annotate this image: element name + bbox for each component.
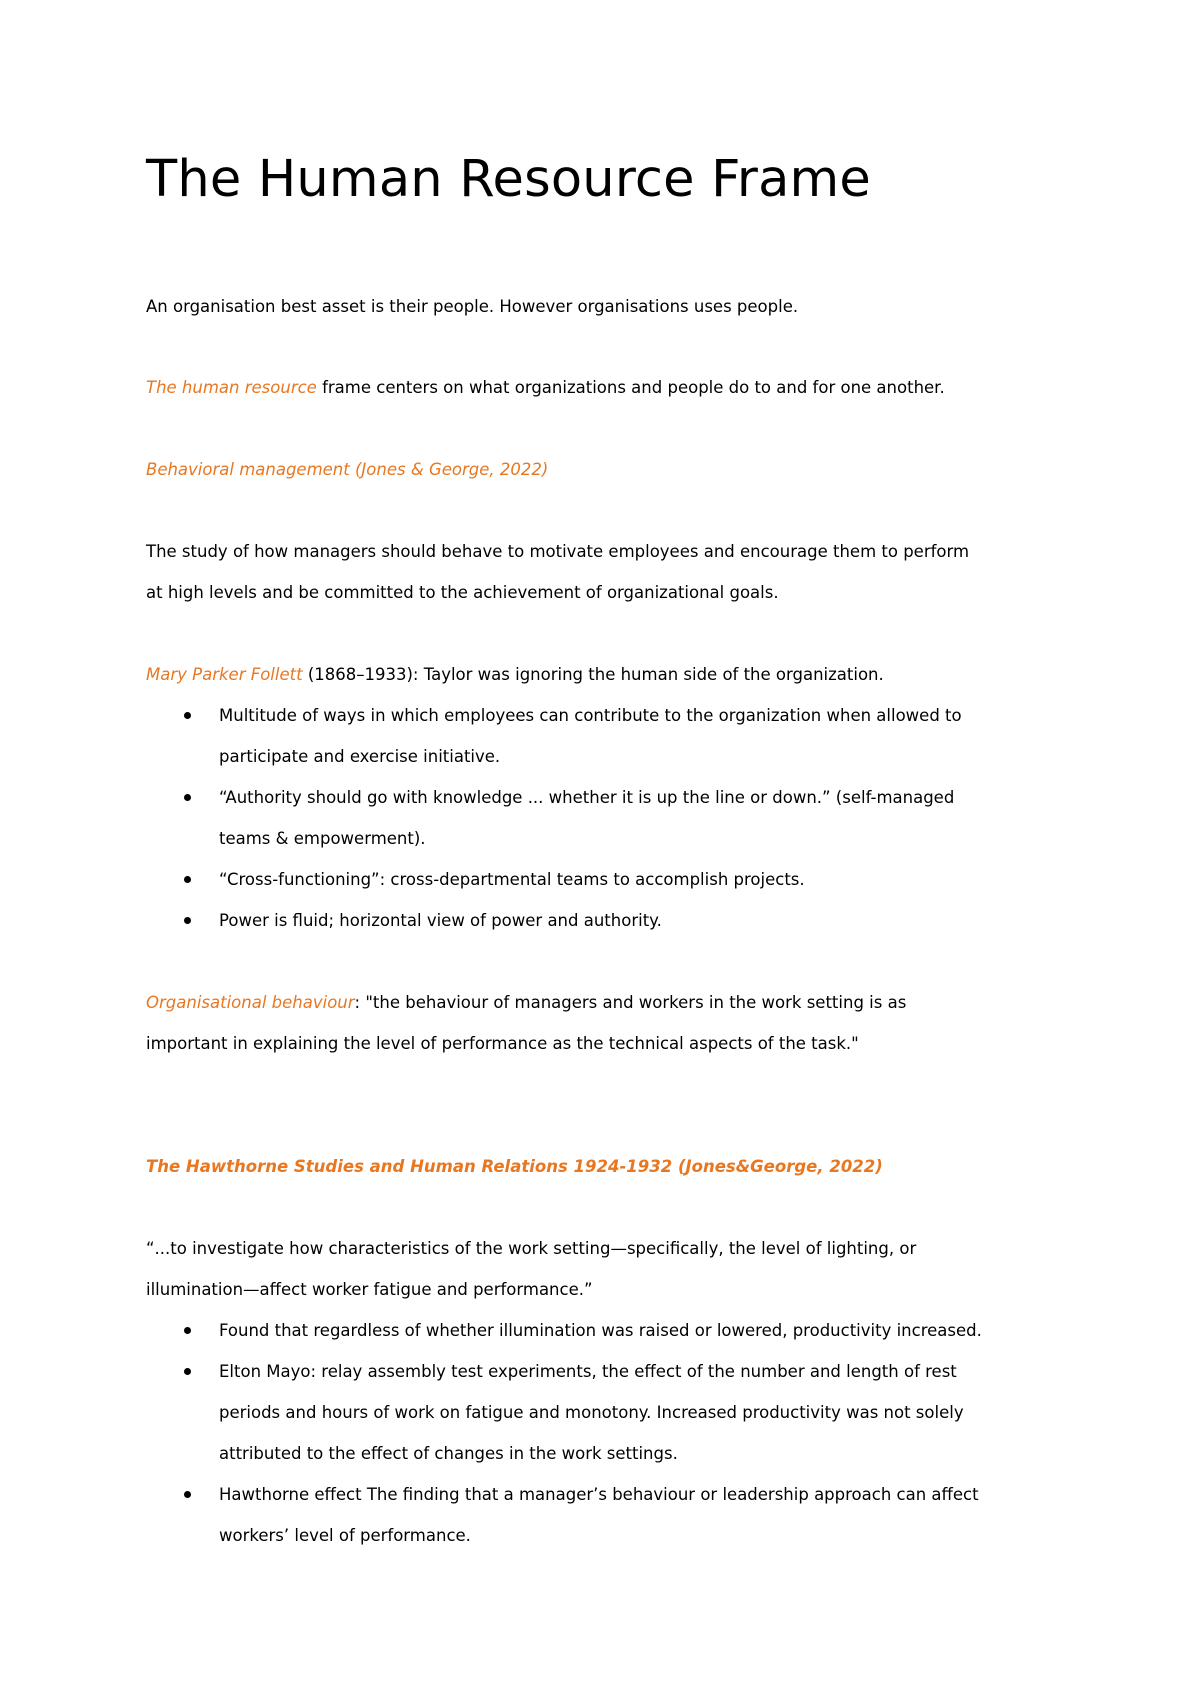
bullet-icon: [184, 876, 191, 883]
list-item-line: workers’ level of performance.: [219, 1526, 471, 1545]
bullet-icon: [184, 1327, 191, 1334]
list-item: [146, 859, 1066, 900]
hr-frame-text: frame centers on what organizations and people do to and for one another.: [316, 378, 945, 397]
list-item: [146, 695, 1066, 777]
list-item-line: Power is fluid; horizontal view of power and authority.: [219, 911, 662, 930]
list-item: [146, 1310, 1066, 1351]
behavioral-definition-line1: The study of how managers should behave to motivate employees and encourage them to perform: [146, 542, 970, 561]
list-item-line: teams & empowerment).: [219, 829, 426, 848]
list-item: [146, 1474, 1066, 1556]
hawthorne-bullet-list: [146, 1310, 1066, 1556]
list-item-line: attributed to the effect of changes in the work settings.: [219, 1444, 678, 1463]
list-item-line: Found that regardless of whether illumination was raised or lowered, productivity increased.: [219, 1321, 982, 1340]
org-behaviour-line2: important in explaining the level of performance as the technical aspects of the task.": [146, 1034, 859, 1053]
hr-frame-term: The human resource: [146, 378, 317, 397]
follett-text: (1868–1933): Taylor was ignoring the human side of the organization.: [302, 665, 884, 684]
hawthorne-heading: The Hawthorne Studies and Human Relations 1924-1932 (Jones&George, 2022): [146, 1157, 883, 1176]
behavioral-heading: Behavioral management (Jones & George, 2022): [146, 460, 549, 479]
hawthorne-quote-line2: illumination—affect worker fatigue and performance.”: [146, 1280, 593, 1299]
follett-bullet-list: [146, 695, 1066, 941]
org-behaviour-text: : "the behaviour of managers and workers in the work setting is as: [354, 993, 907, 1012]
bullet-icon: [184, 794, 191, 801]
bullet-icon: [184, 1491, 191, 1498]
list-item: [146, 900, 1066, 941]
org-behaviour-line1: [146, 982, 1066, 1023]
list-item-line: Hawthorne effect The finding that a manager’s behaviour or leadership approach can affect: [219, 1485, 979, 1504]
bullet-icon: [184, 1368, 191, 1375]
intro-paragraph: An organisation best asset is their people. However organisations uses people.: [146, 297, 799, 316]
list-item: [146, 777, 1066, 859]
follett-paragraph: [146, 654, 1066, 695]
list-item-line: “Authority should go with knowledge ... whether it is up the line or down.” (self-managed: [219, 788, 955, 807]
bullet-icon: [184, 917, 191, 924]
bullet-icon: [184, 712, 191, 719]
follett-name: Mary Parker Follett: [146, 665, 303, 684]
document-title: The Human Resource Frame: [146, 150, 872, 209]
list-item-line: participate and exercise initiative.: [219, 747, 501, 766]
list-item-line: periods and hours of work on fatigue and monotony. Increased productivity was not solely: [219, 1403, 964, 1422]
list-item-line: “Cross-functioning”: cross-departmental teams to accomplish projects.: [219, 870, 805, 889]
list-item-line: Multitude of ways in which employees can contribute to the organization when allowed to: [219, 706, 962, 725]
list-item-line: Elton Mayo: relay assembly test experiments, the effect of the number and length of rest: [219, 1362, 957, 1381]
org-behaviour-term: Organisational behaviour: [146, 993, 355, 1012]
hawthorne-quote-line1: “...to investigate how characteristics of the work setting—specifically, the level of lighting, or: [146, 1239, 917, 1258]
behavioral-definition-line2: at high levels and be committed to the achievement of organizational goals.: [146, 583, 779, 602]
hr-frame-paragraph: [146, 367, 1066, 408]
list-item: [146, 1351, 1066, 1474]
